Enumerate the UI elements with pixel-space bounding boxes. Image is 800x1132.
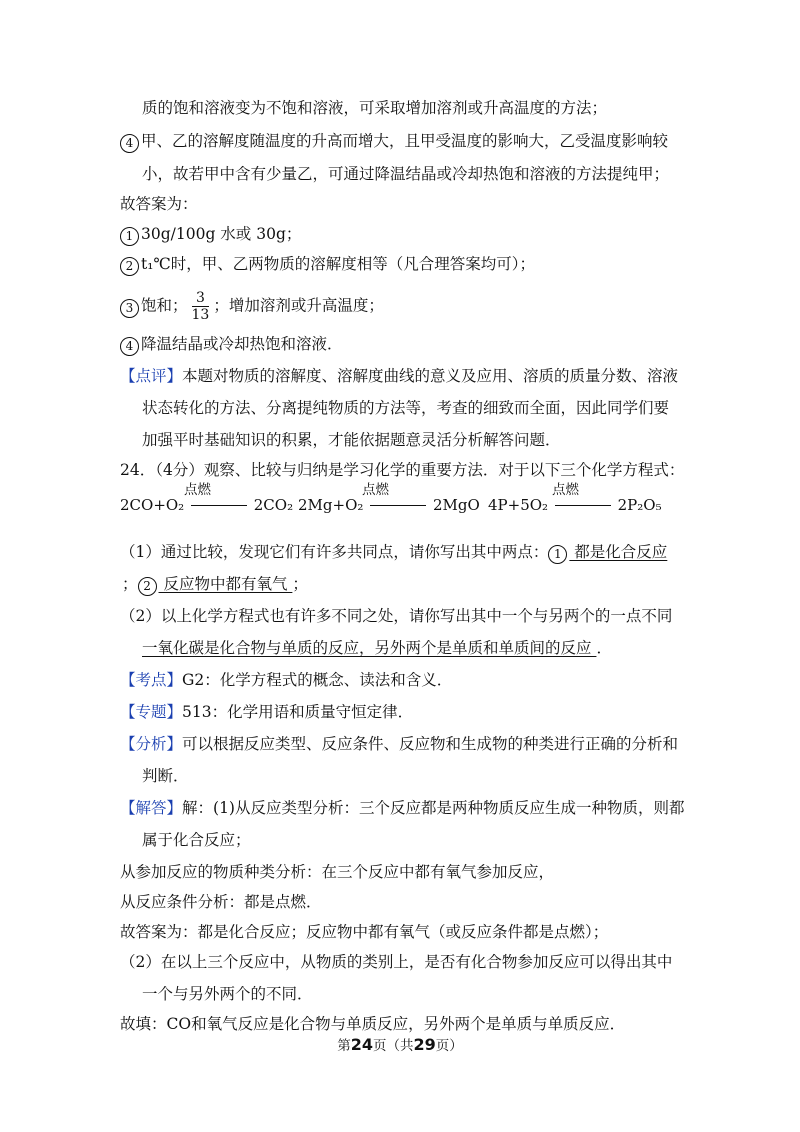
text-segment: 可以根据反应类型、反应条件、反应物和生成物的种类进行正确的分析和 [182,735,679,753]
circled-number: 4 [120,134,139,153]
section-tag: 【分析】 [120,735,183,753]
equation-condition: 点燃 [362,482,389,498]
footer-text: 第 [337,1038,351,1054]
equation-condition: 点燃 [184,482,211,498]
fraction [192,290,210,323]
section-tag: 【点评】 [120,367,183,385]
fraction-numerator: 3 [192,290,210,307]
text-segment: t₁℃时，甲、乙两物质的溶解度相等（凡合理答案均可）； [141,255,536,273]
text-line [142,638,612,658]
text-line [120,670,452,690]
section-tag: 【考点】 [120,671,183,689]
equation-reactants: 4P+5O₂ [488,496,549,514]
text-line [120,798,684,818]
equation [298,482,480,514]
equation [488,482,662,514]
text-segment: ； [292,575,308,593]
text-segment: 30g/100g 水或 30g； [141,225,302,243]
text-segment: ； [122,575,138,593]
text-line: 判断． [142,767,189,785]
text-segment: 甲、乙的溶解度随温度的升高而增大，且甲受温度的影响大，乙受温度影响较 [141,132,669,150]
text-line: 故填：CO和氧气反应是化合物与单质反应，另外两个是单质与单质反应． [120,1015,626,1033]
footer-text: 页（共 [373,1038,414,1054]
answer-blank: 反应物中都有氧气 [158,575,293,593]
text-line [120,254,535,276]
text-line [122,574,308,596]
fraction-denominator: 13 [191,307,210,323]
text-line: 属于化合反应； [142,831,251,849]
equation-products: 2MgO [432,496,480,514]
text-line [120,224,301,246]
circled-number: 1 [548,545,567,564]
text-line [120,702,413,722]
equation-products: 2CO₂ [253,496,294,514]
text-line: 从反应条件分析：都是点燃． [120,893,322,911]
text-segment: 降温结晶或冷却热饱和溶液． [141,335,343,353]
text-line [120,131,668,153]
equation-condition: 点燃 [552,482,579,498]
text-line [120,734,678,754]
circled-number: 1 [120,227,139,246]
text-segment: 解：(1)从反应类型分析：三个反应都是两种物质反应生成一种物质，则都 [182,799,685,817]
text-segment: 513：化学用语和质量守恒定律． [182,703,414,721]
equation-arrow [370,505,426,506]
equation [120,482,294,514]
text-line: 一个与另外两个的不同． [142,985,313,1003]
text-segment: ；增加溶剂或升高温度； [213,296,384,315]
circled-number: 2 [120,257,139,276]
text-line: （2）以上化学方程式也有许多不同之处，请你写出其中一个与另两个的一点不同 [120,607,673,625]
page-footer [0,1034,800,1054]
text-line: 小，故若甲中含有少量乙，可通过降温结晶或冷却热饱和溶液的方法提纯甲； [142,165,670,183]
footer-text: 页） [435,1038,463,1054]
text-segment: 饱和； [141,296,188,315]
equation-arrow [191,505,247,506]
text-line [120,334,343,356]
text-segment: 本题对物质的溶解度、溶解度曲线的意义及应用、溶质的质量分数、溶液 [182,367,679,385]
section-tag: 【专题】 [120,703,183,721]
text-line: （2）在以上三个反应中，从物质的类别上，是否有化合物参加反应可以得出其中 [120,953,673,971]
equation-reactants: 2Mg+O₂ [298,496,364,514]
text-segment: （1）通过比较，发现它们有许多共同点，请你写出其中两点： [120,543,549,561]
text-line [120,290,384,323]
circled-number: 2 [138,577,157,596]
circled-number: 4 [120,337,139,356]
section-tag: 【解答】 [120,799,183,817]
equation-arrow [555,505,611,506]
page-total: 29 [413,1035,436,1054]
answer-blank: 一氧化碳是化合物与单质的反应，另外两个是单质和单质间的反应 [142,639,597,657]
text-line [120,542,667,564]
equation-products: 2P₂O₅ [617,496,662,514]
circled-number: 3 [120,299,139,318]
text-line: 故答案为： [120,195,198,213]
text-line: 从参加反应的物质种类分析：在三个反应中都有氧气参加反应， [120,863,555,881]
page-number: 24 [350,1035,373,1054]
text-segment: G2：化学方程式的概念、读法和含义． [182,671,453,689]
answer-blank: 都是化合反应 [569,543,668,561]
text-segment: ． [596,639,612,657]
text-line: 质的饱和溶液变为不饱和溶液，可采取增加溶剂或升高温度的方法； [142,99,608,117]
text-line [120,366,678,386]
text-line: 加强平时基础知识的积累，才能依据题意灵活分析解答问题． [142,431,561,449]
equation-reactants: 2CO+O₂ [120,496,185,514]
question-heading: 24．（4分）观察、比较与归纳是学习化学的重要方法．对于以下三个化学方程式： [120,461,685,479]
text-line: 故答案为：都是化合反应；反应物中都有氧气（或反应条件都是点燃）； [120,923,609,941]
text-line: 状态转化的方法、分离提纯物质的方法等，考查的细致而全面，因此同学们要 [142,399,670,417]
